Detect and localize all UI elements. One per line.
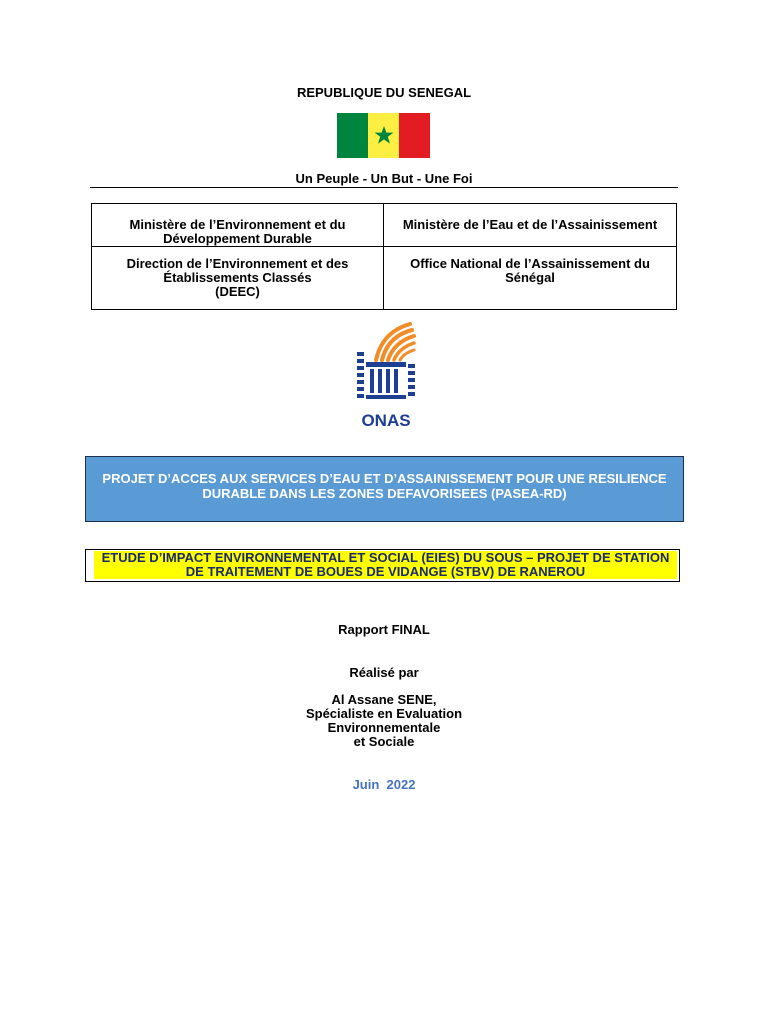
flag-yellow-band <box>368 113 399 158</box>
project-title: PROJET D’ACCES AUX SERVICES D’EAU ET D’ASSAINISSEMENT POUR UNE RESILIENCE DURABLE DANS LES ZONES DEFAVORISEES (PASEA-RD) <box>102 471 667 501</box>
ministry-environment-text: Ministère de l’Environnement et du Développement Durable <box>129 217 346 246</box>
flag-red-band <box>399 113 430 158</box>
made-by-label: Réalisé par <box>349 665 419 680</box>
study-title: ETUDE D’IMPACT ENVIRONNEMENTAL ET SOCIAL (EIES) DU SOUS – PROJET DE STATION DE TRAITEMENT DE BOUES DE VIDANGE (STBV) DE RANEROU <box>94 551 677 579</box>
deec-line-2: Établissements Classés <box>163 270 312 285</box>
onas-logo <box>354 322 418 430</box>
study-title-box <box>85 549 680 582</box>
deec-line-1: Direction de l’Environnement et des <box>126 256 349 271</box>
ministry-water <box>384 204 676 247</box>
report-date: Juin 2022 <box>352 777 416 792</box>
onas-logo-text: ONAS <box>361 411 411 430</box>
ministry-water-text: Ministère de l’Eau et de l’Assainissement <box>402 217 658 232</box>
ministry-environment <box>92 204 384 247</box>
office-onas <box>384 247 676 309</box>
senegal-flag <box>337 113 430 158</box>
office-onas-text: Office National de l’Assainissement du Sénégal <box>410 256 650 285</box>
flag-green-band <box>337 113 368 158</box>
author-name: Al Assane SENE, <box>331 692 437 707</box>
author-title-line-2: Environnementale <box>327 720 441 735</box>
star-icon <box>374 125 394 145</box>
project-title-box <box>85 456 684 522</box>
report-type: Rapport FINAL <box>338 622 430 637</box>
deec-line-3: (DEEC) <box>215 284 260 299</box>
national-motto: Un Peuple - Un But - Une Foi <box>295 171 473 186</box>
header-divider <box>90 187 678 188</box>
country-title: REPUBLIQUE DU SENEGAL <box>296 85 472 100</box>
ministries-table <box>91 203 677 310</box>
author-title-line-1: Spécialiste en Evaluation <box>305 706 463 721</box>
author-title-line-3: et Sociale <box>353 734 415 749</box>
direction-deec <box>92 247 384 309</box>
